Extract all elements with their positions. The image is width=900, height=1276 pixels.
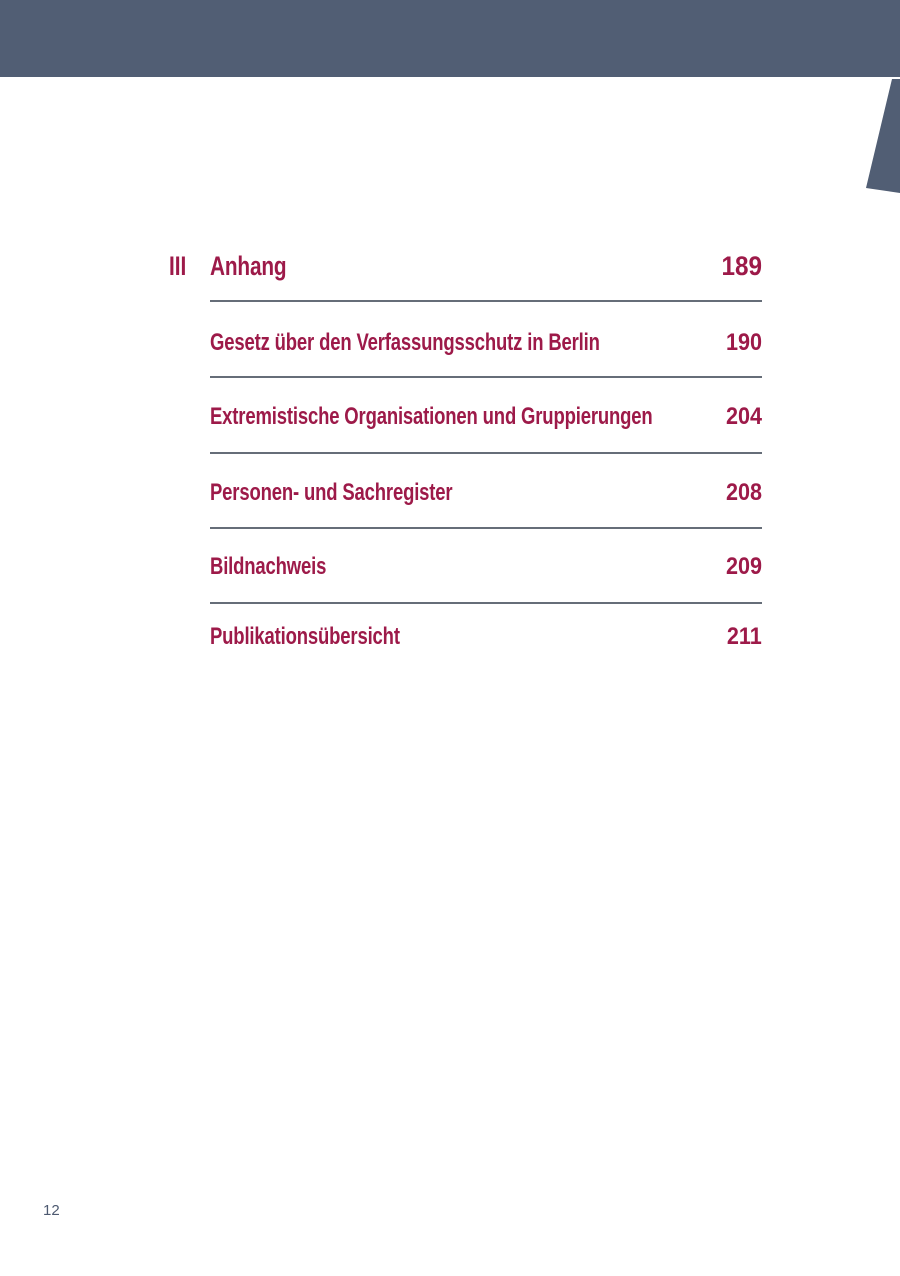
divider-rule: [210, 376, 762, 378]
toc-section-title: Anhang: [210, 251, 287, 281]
toc-entry-page-number: 211: [727, 623, 762, 650]
divider-rule: [210, 602, 762, 604]
toc-entry-title: Bildnachweis: [210, 553, 327, 580]
toc-entry-title: Publikationsübersicht: [210, 623, 400, 650]
toc-entry-title: Gesetz über den Verfassungsschutz in Berlin: [210, 329, 600, 356]
toc-entry-row: [210, 402, 762, 432]
folio-page-number: 12: [43, 1202, 60, 1219]
toc-section-page-number: 189: [721, 251, 762, 281]
toc-entry-page-number: 209: [725, 553, 762, 580]
toc-section-numeral: III: [169, 251, 187, 281]
divider-rule: [210, 527, 762, 529]
diagonal-corner-decoration: [860, 75, 900, 195]
toc-entry-page-number: 190: [725, 329, 762, 356]
toc-entry-title: Personen- und Sachregister: [210, 479, 453, 506]
divider-rule: [210, 452, 762, 454]
toc-section-row: [169, 250, 762, 284]
toc-entry-row: [210, 328, 762, 358]
toc-entry-row: [210, 478, 762, 508]
toc-entry-page-number: 204: [725, 403, 762, 430]
toc-entry-row: [210, 622, 762, 652]
toc-entry-row: [210, 552, 762, 582]
header-band: [0, 0, 900, 77]
toc-entry-title: Extremistische Organisationen und Gruppierungen: [210, 403, 653, 430]
toc-entry-page-number: 208: [725, 479, 762, 506]
divider-rule: [210, 300, 762, 302]
